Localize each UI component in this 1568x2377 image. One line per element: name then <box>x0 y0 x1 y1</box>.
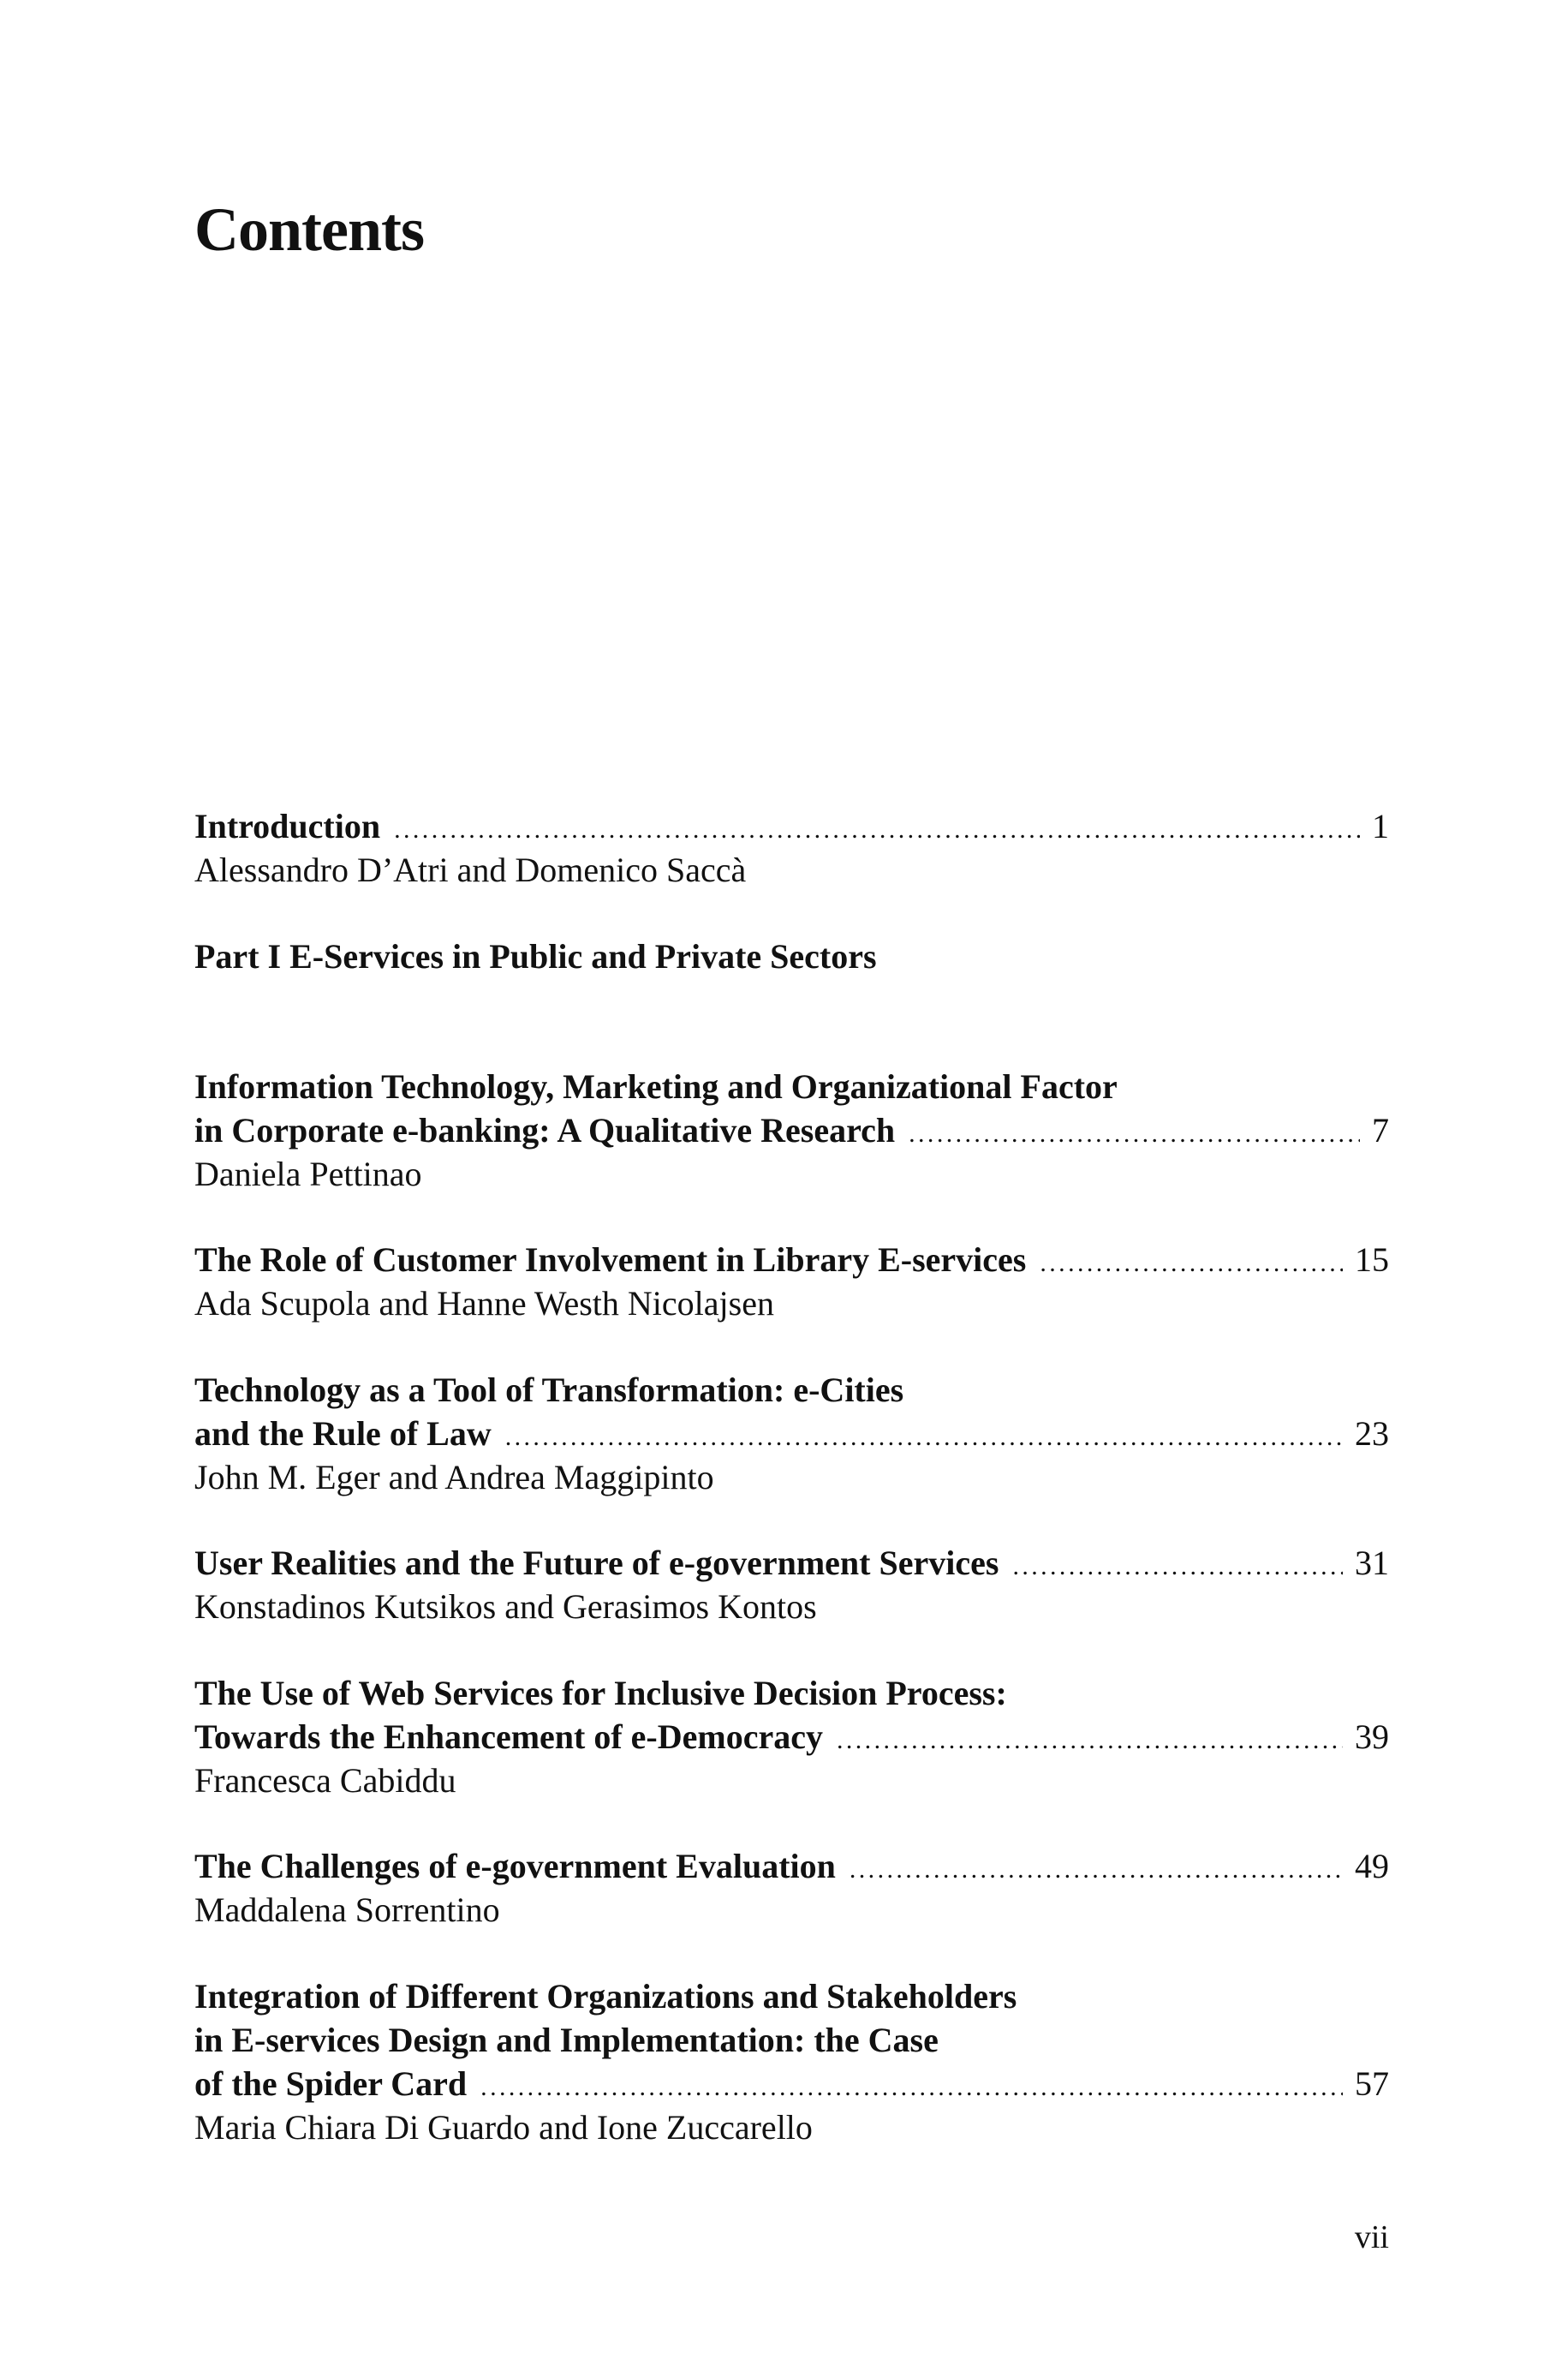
toc-entry-authors: Francesca Cabiddu <box>194 1761 456 1800</box>
page-folio: vii <box>1354 2219 1389 2255</box>
dot-leader <box>394 808 1360 851</box>
dot-leader <box>480 2065 1343 2109</box>
toc-page-number: 15 <box>1355 1240 1389 1279</box>
toc-entry-title: of the Spider Card <box>194 2064 468 2103</box>
toc-entry[interactable] <box>194 1541 1389 1628</box>
toc-entry-title: Introduction <box>194 807 381 845</box>
toc-entry-authors: Alessandro D’Atri and Domenico Saccà <box>194 851 747 889</box>
page-title: Contents <box>194 195 425 264</box>
toc-entry[interactable] <box>194 1671 1389 1802</box>
part-heading: Part I E-Services in Public and Private Sectors <box>194 937 877 976</box>
toc-entry-title: Technology as a Tool of Transformation: e-Cities <box>194 1371 904 1409</box>
toc-entry[interactable] <box>194 1065 1389 1196</box>
toc-page-number: 1 <box>1372 807 1389 845</box>
toc-title-line <box>194 1715 1389 1759</box>
toc-entry[interactable] <box>194 1974 1389 2149</box>
toc-entry-title: in E-services Design and Implementation: the Case <box>194 2021 939 2059</box>
toc-title-line <box>194 1844 1389 1888</box>
toc-page-number: 49 <box>1355 1847 1389 1885</box>
toc-entry-title: The Role of Customer Involvement in Library E-services <box>194 1240 1027 1279</box>
toc-title-line <box>194 1108 1389 1152</box>
toc-entry-title: in Corporate e-banking: A Qualitative Research <box>194 1111 896 1150</box>
toc-title-line <box>194 1368 1389 1412</box>
toc-entry-title: and the Rule of Law <box>194 1414 492 1453</box>
toc-page-number: 39 <box>1355 1717 1389 1756</box>
dot-leader <box>909 1112 1360 1156</box>
toc-entry[interactable] <box>194 1238 1389 1325</box>
toc-entry-authors: Daniela Pettinao <box>194 1155 422 1193</box>
toc-title-line <box>194 1065 1389 1108</box>
dot-leader <box>850 1848 1343 1891</box>
toc-title-line <box>194 2062 1389 2105</box>
dot-leader <box>505 1415 1343 1459</box>
dot-leader <box>1012 1544 1343 1588</box>
toc-entry[interactable] <box>194 1368 1389 1499</box>
toc-entry-authors: John M. Eger and Andrea Maggipinto <box>194 1458 714 1496</box>
toc-entry-introduction[interactable] <box>194 804 1389 892</box>
toc-title-line <box>194 1671 1389 1715</box>
toc-title-line <box>194 1412 1389 1455</box>
toc-entry-title: Information Technology, Marketing and Organizational Factor <box>194 1067 1118 1106</box>
toc-title-line <box>194 1541 1389 1585</box>
toc-entry-authors: Konstadinos Kutsikos and Gerasimos Kontos <box>194 1587 817 1626</box>
toc-entry-authors: Maddalena Sorrentino <box>194 1890 500 1929</box>
toc-entry-title: Towards the Enhancement of e-Democracy <box>194 1717 823 1756</box>
toc-entry-title: Integration of Different Organizations and Stakeholders <box>194 1977 1017 2016</box>
toc-entry-authors: Maria Chiara Di Guardo and Ione Zuccarello <box>194 2108 813 2147</box>
toc-entry[interactable] <box>194 1844 1389 1932</box>
dot-leader <box>837 1718 1343 1762</box>
toc-entry-title: User Realities and the Future of e-government Services <box>194 1544 999 1582</box>
toc-title-line <box>194 804 1389 848</box>
toc-title-line <box>194 2018 1389 2062</box>
toc-page-number: 7 <box>1372 1111 1389 1150</box>
dot-leader <box>1040 1241 1343 1285</box>
toc-page-number: 57 <box>1355 2064 1389 2103</box>
toc-title-line <box>194 1974 1389 2018</box>
toc-entry-title: The Challenges of e-government Evaluation <box>194 1847 836 1885</box>
toc-entry-title: The Use of Web Services for Inclusive Decision Process: <box>194 1674 1007 1712</box>
toc-page-number: 31 <box>1355 1544 1389 1582</box>
toc-title-line <box>194 1238 1389 1281</box>
toc-entry-authors: Ada Scupola and Hanne Westh Nicolajsen <box>194 1284 774 1323</box>
toc-page-number: 23 <box>1355 1414 1389 1453</box>
